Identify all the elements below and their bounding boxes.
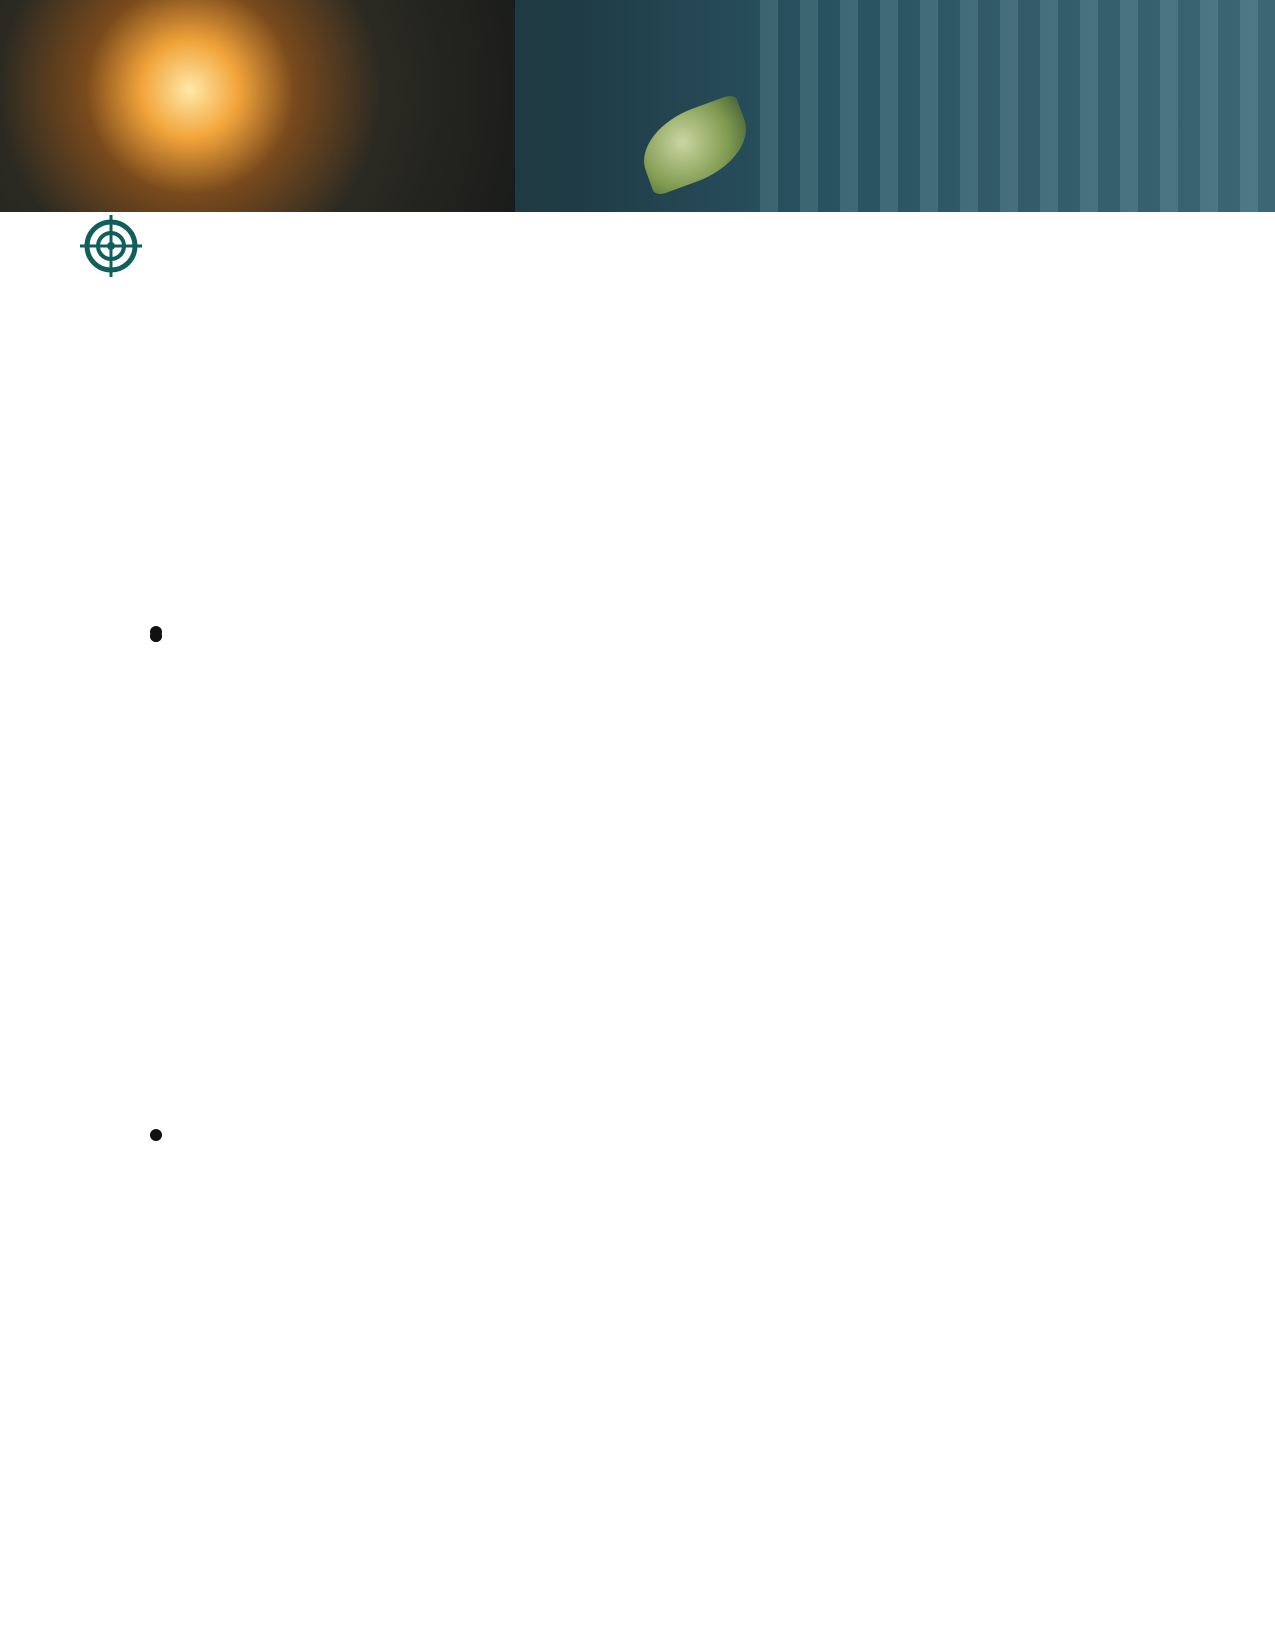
apac-country-pie-chart — [680, 285, 1150, 600]
city-graphic — [760, 0, 1275, 212]
thailand-bond-bar-chart — [660, 1105, 1200, 1345]
lightbulb-graphic — [0, 0, 515, 212]
header-banner — [0, 0, 1275, 212]
bullet-dot — [150, 630, 162, 642]
bullet-dot — [150, 1129, 162, 1141]
apac-sector-pie-chart — [680, 628, 1180, 980]
apac-bond-bar-chart — [140, 278, 670, 593]
leaf-graphic — [631, 93, 758, 196]
target-icon — [80, 215, 142, 277]
thailand-bullet — [150, 1115, 660, 1119]
summary-bullets — [150, 612, 660, 616]
